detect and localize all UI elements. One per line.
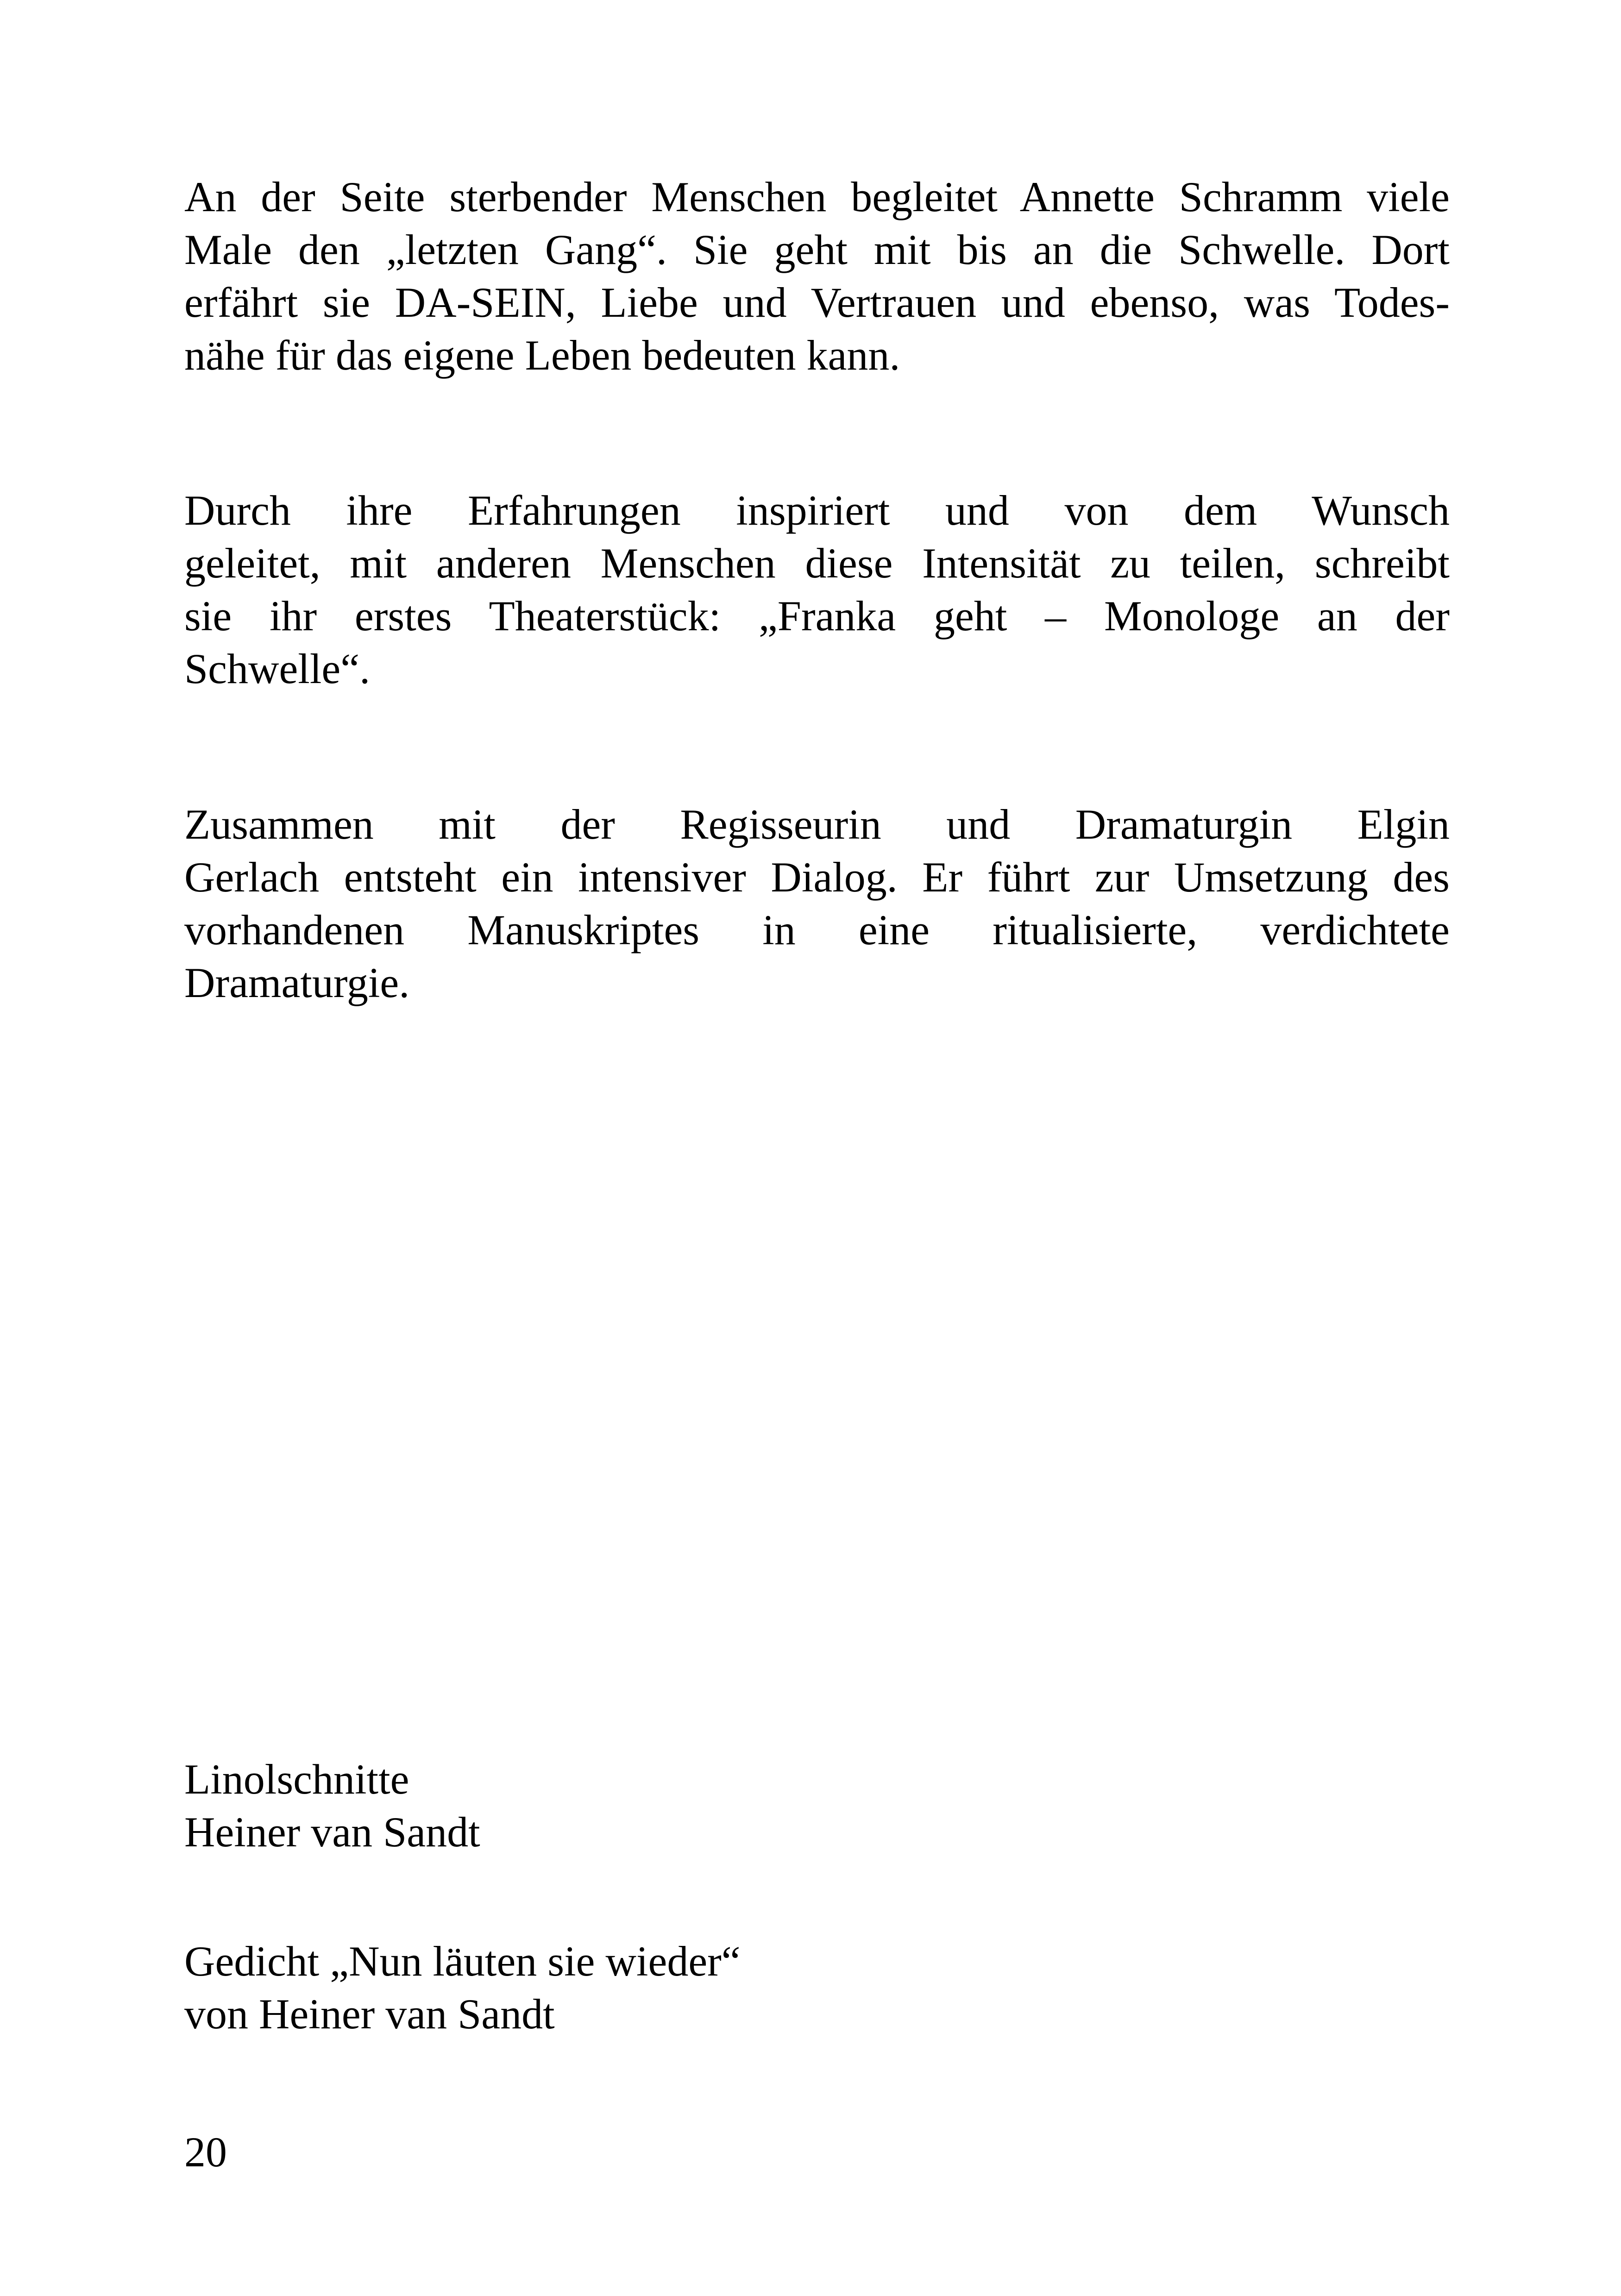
credit-poem-label: Gedicht „Nun läuten sie wieder“: [184, 1938, 741, 1985]
paragraph-line: Durch ihre Erfahrungen inspiriert und von dem Wunsch: [184, 487, 1450, 534]
paragraph-inspiration: [184, 484, 1450, 695]
paragraph-line: Gerlach entsteht ein intensiver Dialog. Er führt zur Umsetzung des: [184, 853, 1450, 901]
paragraph-line: geleitet, mit anderen Menschen diese Intensität zu teilen, schreibt: [184, 539, 1450, 587]
paragraph-line: Schwelle“.: [184, 645, 371, 692]
paragraph-line: sie ihr erstes Theaterstück: „Franka geht – Monologe an der: [184, 592, 1450, 640]
paragraph-collaboration: [184, 798, 1450, 1009]
credit-linocuts-label: Linolschnitte: [184, 1756, 409, 1803]
paragraph-intro: [184, 170, 1450, 382]
paragraph-line: vorhandenen Manuskriptes in eine ritualisierte, verdichtete: [184, 906, 1450, 954]
paragraph-line: Male den „letzten Gang“. Sie geht mit bis an die Schwelle. Dort: [184, 226, 1450, 273]
paragraph-line: An der Seite sterbender Menschen begleitet Annette Schramm viele: [184, 173, 1450, 220]
page-number: 20: [184, 2128, 227, 2176]
paragraph-line: Dramaturgie.: [184, 959, 410, 1006]
credit-poem-author: von Heiner van Sandt: [184, 1990, 555, 2038]
paragraph-line: nähe für das eigene Leben bedeuten kann.: [184, 332, 900, 379]
credit-linocuts-artist: Heiner van Sandt: [184, 1808, 480, 1856]
paragraph-line: Zusammen mit der Regisseurin und Dramaturgin Elgin: [184, 801, 1450, 848]
credit-linocuts: [184, 1753, 480, 1858]
credit-poem: [184, 1935, 741, 2040]
paragraph-line: erfährt sie DA-SEIN, Liebe und Vertrauen und ebenso, was Todes-: [184, 279, 1450, 326]
